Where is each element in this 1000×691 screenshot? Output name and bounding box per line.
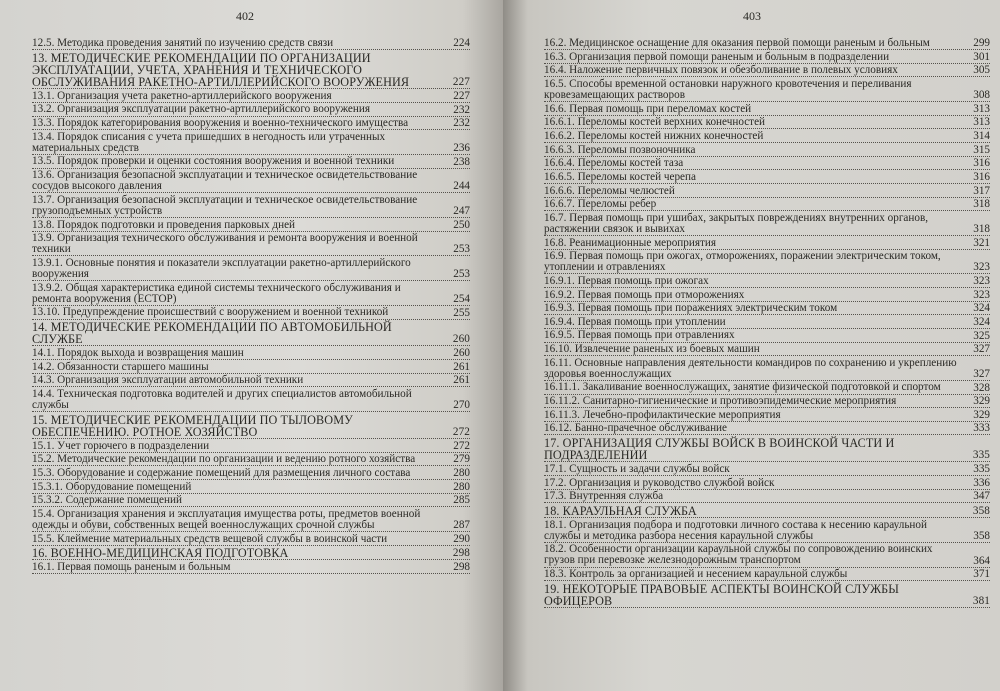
toc-entry-title: 15.2. Методические рекомендации по организации и ведению ротного хозяйства [32,453,416,466]
toc-entry-page: 254 [453,292,470,305]
toc-entry-page: 308 [973,89,990,102]
toc-entry [544,65,990,77]
toc-entry-title: 18. КАРАУЛЬНАЯ СЛУЖБА [544,503,697,518]
toc-chapter-entry [32,52,470,90]
toc-entry-title: 13.3. Порядок категорирования вооружения и военно-технического имущества [32,117,409,130]
toc-entry-page: 318 [973,222,990,235]
toc-entry-page: 285 [453,494,470,507]
toc-entry-page: 298 [452,547,470,560]
toc-entry [32,362,470,374]
toc-entry [32,389,470,412]
toc-entry-page: 358 [973,529,990,542]
toc-entry-title: 16.11. Основные направления деятельности командиров по сохранению и укреплению здоровья военнослужащих [544,356,957,380]
toc-entry-title: 14. МЕТОДИЧЕСКИЕ РЕКОМЕНДАЦИИ ПО АВТОМОБИЛЬНОЙ СЛУЖБЕ [32,320,392,347]
toc-entry-title: 16.9. Первая помощь при ожогах, отморожениях, поражении электрическим током, утоплении и отравлениях [544,250,941,274]
toc-entry [32,104,470,116]
toc-entry-title: 16.3. Организация первой помощи раненым и больным в подразделении [544,50,890,63]
toc-entry [544,145,990,157]
toc-entry-page: 328 [973,381,990,394]
toc-entry-title: 16.6.5. Переломы костей черепа [544,170,696,183]
toc-entry-page: 324 [973,302,990,315]
toc-entry-title: 15.3.2. Содержание помещений [32,494,182,507]
toc-entry-title: 14.1. Порядок выхода и возвращения машин [32,347,244,359]
toc-entry [32,441,470,453]
toc-entry [32,495,470,507]
toc-entry-page: 280 [453,480,470,493]
toc-entry-page: 333 [973,422,990,435]
toc-entry [32,170,470,193]
toc-entry-title: 16.11.3. Лечебно-профилактические мероприятия [544,408,781,421]
toc-entry-page: 347 [973,490,990,503]
toc-entry-title: 16.9.5. Первая помощь при отравлениях [544,329,735,342]
toc-entry-page: 335 [972,449,990,462]
toc-entry-title: 16.6.1. Переломы костей верхних конечностей [544,116,766,129]
toc-entry-page: 305 [973,64,990,77]
page-number: 403 [743,9,761,23]
toc-entry-title: 16.11.2. Санитарно-гигиенические и противоэпидемические мероприятия [544,395,897,408]
toc-entry-title: 15.5. Клеймение материальных средств вещевой службы в воинской части [32,532,388,545]
toc-entry-page: 238 [453,155,470,168]
toc-chapter-entry [544,583,990,608]
toc-entry-page: 314 [973,130,990,143]
toc-entry-title: 16.6.3. Переломы позвоночника [544,143,696,156]
toc-entry [544,38,990,50]
toc-entry-title: 13.7. Организация безопасной эксплуатации и техническое освидетельствование грузоподъемных устройств [32,193,418,217]
toc-entry-page: 247 [453,205,470,218]
toc-entry [544,251,990,274]
toc-entry [544,478,990,490]
toc-entry [544,358,990,381]
toc-entry-title: 16.7. Первая помощь при ушибах, закрытых повреждениях внутренних органов, растяжении связок и вывихах [544,211,929,235]
toc-entry-title: 16.6.4. Переломы костей таза [544,157,684,170]
toc-entry-title: 16.1. Первая помощь раненым и больным [32,560,231,573]
toc-entry-page: 260 [452,333,470,346]
toc-entry [32,91,470,103]
toc-entry-title: 14.2. Обязанности старшего машины [32,360,209,373]
toc-entry-title: 16.5. Способы временной остановки наружного кровотечения и переливания кровезамещающих растворов [544,77,912,102]
toc-entry-title: 13.2. Организация эксплуатации ракетно-артиллерийского вооружения [32,103,370,116]
toc-entry [32,509,470,532]
toc-entry [544,52,990,64]
toc-entry-page: 253 [453,268,470,281]
toc-entry-page: 270 [453,399,470,412]
toc-entry-title: 16.8. Реанимационные мероприятия [544,236,717,249]
toc-entry-page: 336 [973,476,990,489]
toc-entry [32,307,470,319]
toc-entry-title: 13.10. Предупреждение происшествий с вооружением и военной техникой [32,306,389,319]
toc-entry [544,423,990,435]
toc-entry-title: 17. ОРГАНИЗАЦИЯ СЛУЖБЫ ВОЙСК В ВОИНСКОЙ ЧАСТИ И ПОДРАЗДЕЛЕНИИ [544,436,895,463]
toc-entry [32,375,470,387]
toc-entry-title: 14.3. Организация эксплуатации автомобильной техники [32,374,304,387]
toc-entry [32,454,470,466]
toc-entry-page: 325 [973,329,990,342]
toc-entry-page: 316 [973,170,990,183]
toc-entry-title: 16.9.2. Первая помощь при отморожениях [544,288,745,301]
toc-entry-page: 327 [973,343,990,356]
toc-entry [32,132,470,155]
toc-entry-title: 12.5. Методика проведения занятий по изучению средств связи [32,37,334,49]
toc-entry-title: 18.1. Организация подбора и подготовки личного состава к несению караульной службы и методика разбора несения караульной службы [544,518,928,542]
toc-entry [544,520,990,543]
toc-entry-title: 16.9.4. Первая помощь при утоплении [544,315,726,328]
toc-entry-page: 290 [453,532,470,545]
toc-entry-title: 16.10. Извлечение раненых из боевых машин [544,343,760,356]
toc-entry-page: 381 [972,595,990,608]
toc-entry-title: 13.8. Порядок подготовки и проведения парковых дней [32,218,296,231]
toc-entry-title: 18.2. Особенности организации караульной службы по сопровождению воинских грузов при перевозке железнодорожным транспортом [544,543,933,567]
toc-entry-title: 15. МЕТОДИЧЕСКИЕ РЕКОМЕНДАЦИИ ПО ТЫЛОВОМУ ОБЕСПЕЧЕНИЮ. РОТНОЕ ХОЗЯЙСТВО [32,412,353,439]
toc-entry-page: 329 [973,395,990,408]
toc-entry-page: 227 [453,89,470,102]
toc-entry [544,410,990,422]
toc-entry-title: 16.6.7. Переломы ребер [544,198,657,211]
toc-entry-title: 13. МЕТОДИЧЕСКИЕ РЕКОМЕНДАЦИИ ПО ОРГАНИЗАЦИИ ЭКСПЛУАТАЦИИ, УЧЕТА, ХРАНЕНИЯ И ТЕХНИЧЕСКОГО ОБСЛУЖИВАНИЯ РАКЕТНО-АРТИЛЛЕРИЙСКОГО ВООРУЖЕНИЯ [32,50,410,90]
toc-entry-page: 371 [973,568,990,581]
toc-entry [544,290,990,302]
toc-entry-title: 16.9.1. Первая помощь при ожогах [544,274,709,287]
toc-entry-page: 253 [453,243,470,256]
toc-entry [32,534,470,546]
toc-entry-page: 358 [972,505,990,518]
toc-entry-page: 261 [453,374,470,387]
toc-entry [544,569,990,581]
toc-entry-page: 329 [973,408,990,421]
toc-entry-page: 232 [453,117,470,130]
toc-entry-page: 244 [453,180,470,193]
toc-entry [544,172,990,184]
toc-entry-page: 324 [973,315,990,328]
toc-entry [544,186,990,198]
toc-entry-title: 15.1. Учет горючего в подразделении [32,439,210,452]
toc-entry-title: 13.9.1. Основные понятия и показатели эксплуатации ракетно-артиллерийского вооружения [32,256,411,281]
toc-entry-page: 299 [973,37,990,50]
toc-entry [544,238,990,250]
toc-entry-title: 13.9.2. Общая характеристика единой системы технического обслуживания и ремонта вооружения (ЕСТОР) [32,281,401,305]
toc-chapter-entry [32,321,470,346]
toc-entry-page: 315 [973,143,990,156]
toc-entry-page: 323 [973,274,990,287]
toc-entry-title: 16.6.2. Переломы костей нижних конечностей [544,129,764,142]
toc-entry-page: 227 [452,76,470,89]
toc-entry-title: 16.6. Первая помощь при переломах костей [544,102,752,115]
toc-entry-page: 316 [973,157,990,170]
toc-entry-page: 280 [453,466,470,479]
toc-entry [32,258,470,281]
toc-entry-page: 323 [973,288,990,301]
toc-entry [32,562,470,574]
toc-entry-title: 16.6.6. Переломы челюстей [544,184,675,197]
toc-entry-page: 301 [973,50,990,63]
toc-entry-title: 14.4. Техническая подготовка водителей и других специалистов автомобильной службы [32,387,412,412]
toc-entry-page: 272 [452,426,470,439]
toc-entry [544,317,990,329]
toc-entry-page: 250 [453,218,470,231]
toc-entry [32,482,470,494]
toc-entry-page: 272 [453,439,470,452]
toc-entry [544,104,990,116]
toc-entry-page: 287 [453,519,470,531]
toc-entry-title: 15.3. Оборудование и содержание помещений для размещения личного состава [32,466,411,479]
right-page [503,0,1000,691]
toc-entry-page: 321 [973,236,990,249]
toc-entry [32,283,470,306]
toc-entry [544,464,990,476]
toc-entry-page: 318 [973,198,990,211]
toc-entry-title: 13.1. Организация учета ракетно-артиллерийского вооружения [32,89,332,102]
toc-entry [544,199,990,211]
toc-entry-page: 260 [453,347,470,360]
toc-entry [32,38,470,50]
toc-entry-page: 313 [973,116,990,129]
toc-entry [544,330,990,342]
toc-entry-title: 16.12. Банно-прачечное обслуживание [544,422,728,435]
toc-entry-title: 15.4. Организация хранения и эксплуатация имущества роты, предметов военной одежды и обуви, собственных вещей военнослужащих срочной службы [32,507,421,531]
toc-entry [32,468,470,480]
toc-entry [544,79,990,102]
table-of-contents [544,38,990,610]
toc-entry-page: 224 [453,37,470,50]
table-of-contents [32,38,470,576]
toc-entry-page: 317 [973,184,990,197]
toc-chapter-entry [544,505,990,518]
toc-entry [32,195,470,218]
toc-chapter-entry [544,437,990,462]
toc-chapter-entry [32,414,470,439]
toc-entry-page: 261 [453,360,470,373]
toc-entry-title: 16.4. Наложение первичных повязок и обезболивание в полевых условиях [544,64,898,77]
toc-entry [544,158,990,170]
toc-entry-page: 313 [973,102,990,115]
toc-entry-page: 327 [973,367,990,380]
toc-entry-title: 19. НЕКОТОРЫЕ ПРАВОВЫЕ АСПЕКТЫ ВОИНСКОЙ СЛУЖБЫ ОФИЦЕРОВ [544,581,899,608]
toc-entry-title: 17.3. Внутренняя служба [544,490,664,503]
toc-entry-title: 16.9.3. Первая помощь при поражениях электрическим током [544,302,838,315]
toc-entry-page: 364 [973,554,990,567]
toc-entry [32,348,470,360]
page-number: 402 [236,9,254,23]
toc-entry-page: 335 [973,463,990,476]
toc-entry-title: 16. ВОЕННО-МЕДИЦИНСКАЯ ПОДГОТОВКА [32,546,289,561]
toc-entry-page: 232 [453,103,470,116]
toc-entry [544,491,990,503]
toc-entry-page: 298 [453,561,470,574]
toc-entry-page: 255 [453,306,470,319]
toc-entry-page: 236 [453,141,470,154]
toc-entry [32,220,470,232]
toc-entry-title: 15.3.1. Оборудование помещений [32,480,192,493]
toc-entry [32,156,470,168]
toc-entry [32,233,470,256]
toc-entry-page: 323 [973,261,990,274]
toc-entry-page: 279 [453,453,470,466]
toc-entry-title: 13.5. Порядок проверки и оценки состояния вооружения и военной техники [32,155,395,168]
toc-entry [544,396,990,408]
toc-chapter-entry [32,547,470,560]
toc-entry-title: 16.2. Медицинское оснащение для оказания первой помощи раненым и больным [544,37,930,49]
toc-entry-title: 16.11.1. Закаливание военнослужащих, занятие физической подготовкой и спортом [544,381,941,394]
toc-entry [544,131,990,143]
toc-entry [544,276,990,288]
toc-entry [544,344,990,356]
toc-entry-title: 13.9. Организация технического обслуживания и ремонта вооружения и военной техники [32,232,418,256]
toc-entry-title: 17.2. Организация и руководство службой войск [544,476,775,489]
toc-entry [544,382,990,394]
toc-entry [544,544,990,567]
toc-entry [544,117,990,129]
toc-entry-title: 13.6. Организация безопасной эксплуатации и техническое освидетельствование сосудов высокого давления [32,169,418,193]
toc-entry [544,213,990,236]
toc-entry-title: 13.4. Порядок списания с учета пришедших в негодность или утраченных материальных средств [32,130,386,154]
toc-entry-title: 18.3. Контроль за организацией и несением караульной службы [544,568,848,581]
toc-entry-title: 17.1. Сущность и задачи службы войск [544,462,730,475]
toc-entry [32,118,470,130]
toc-entry [544,303,990,315]
